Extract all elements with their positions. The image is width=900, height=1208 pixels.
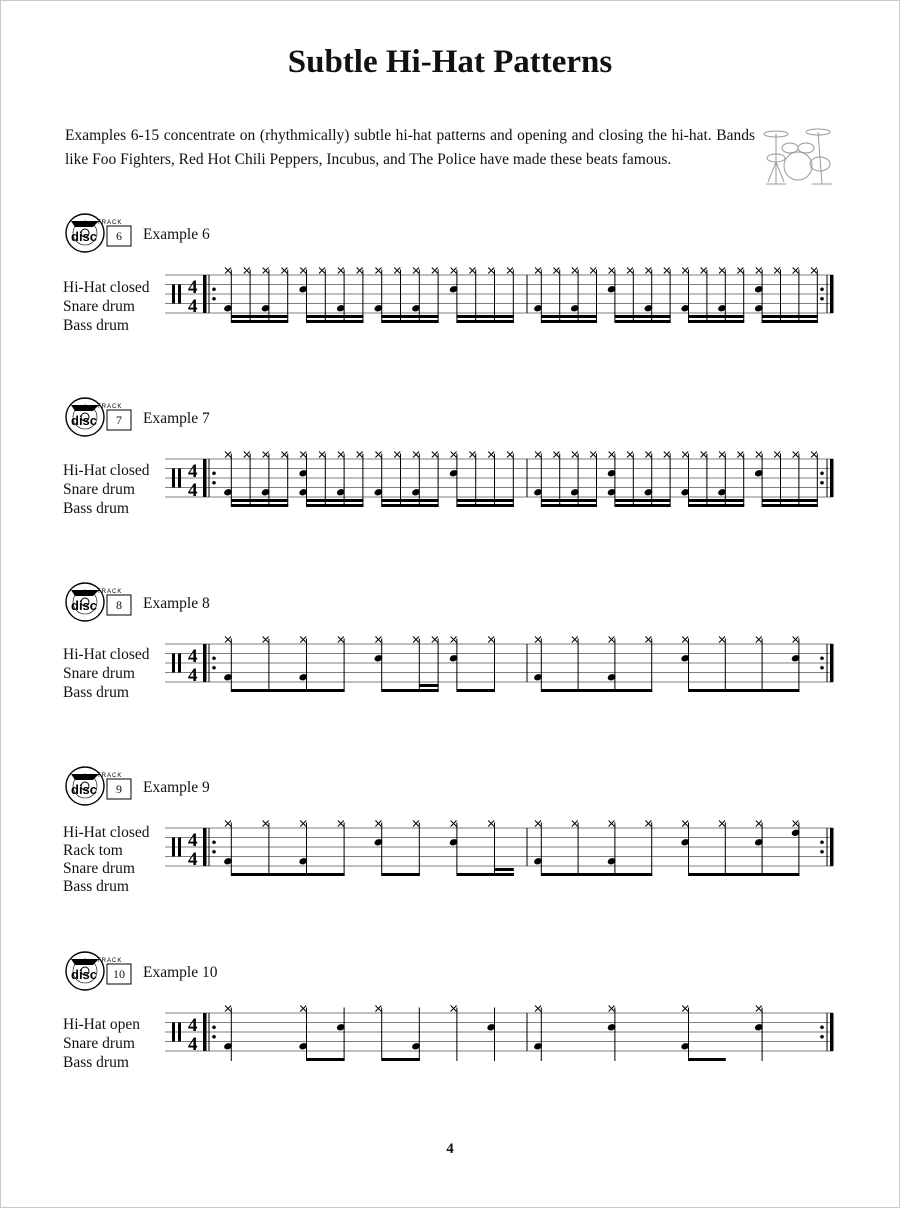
percussion-clef (172, 838, 175, 857)
note-beam (382, 320, 439, 323)
hihat-note (535, 452, 541, 458)
note-beam (231, 320, 288, 323)
repeat-dot (212, 840, 216, 844)
hihat-note (756, 637, 762, 643)
hihat-note (572, 637, 578, 643)
badge-track-text: TRACK (97, 773, 123, 779)
hihat-note (263, 268, 269, 274)
repeat-dot (820, 656, 824, 660)
note-beam (382, 873, 420, 876)
hihat-note (719, 821, 725, 827)
hihat-note (432, 452, 438, 458)
note-beam (382, 499, 439, 502)
example-title: Example 10 (143, 964, 218, 981)
instrument-label: Bass drum (63, 500, 129, 517)
hihat-note (756, 821, 762, 827)
hihat-note (319, 452, 325, 458)
hihat-note (535, 821, 541, 827)
repeat-dot (212, 481, 216, 485)
repeat-dot (212, 1035, 216, 1039)
hihat-note (338, 452, 344, 458)
percussion-clef (172, 469, 175, 488)
hihat-note (609, 268, 615, 274)
note-beam (762, 315, 818, 318)
repeat-barline (203, 644, 207, 682)
hihat-note (627, 452, 633, 458)
hihat-note (394, 452, 400, 458)
hihat-note (432, 637, 438, 643)
time-signature-bottom: 4 (188, 480, 198, 501)
hihat-note (719, 452, 725, 458)
hihat-note (225, 452, 231, 458)
hihat-note (375, 452, 381, 458)
badge-track-text: TRACK (97, 404, 123, 410)
percussion-clef (178, 838, 181, 857)
repeat-dot (212, 297, 216, 301)
track-number: 7 (116, 413, 122, 427)
badge-track-text: TRACK (97, 958, 123, 964)
hihat-note (793, 637, 799, 643)
percussion-clef (178, 469, 181, 488)
drum-kit-icon (762, 124, 834, 186)
time-signature-top: 4 (188, 646, 198, 667)
repeat-dot (820, 297, 824, 301)
hihat-note (225, 821, 231, 827)
time-signature-top: 4 (188, 277, 198, 298)
hihat-note (682, 1006, 688, 1012)
instrument-label: Snare drum (63, 665, 135, 682)
note-beam (615, 499, 671, 502)
repeat-dot (820, 666, 824, 670)
time-signature-top: 4 (188, 1015, 198, 1036)
hihat-note (737, 268, 743, 274)
hihat-note (664, 452, 670, 458)
hihat-note (793, 821, 799, 827)
example-title: Example 6 (143, 226, 210, 243)
hihat-note (737, 452, 743, 458)
hihat-note (535, 1006, 541, 1012)
badge-disc-text: disc (71, 229, 98, 244)
instrument-label: Bass drum (63, 1054, 129, 1071)
intro-paragraph: Examples 6-15 concentrate on (rhythmically) subtle hi-hat patterns and opening and closing the hi-hat. Bands like Foo Fighters, Red Hot Chili Peppers, Incubus, and The Police have made these beats famous. (65, 127, 755, 168)
hihat-note (488, 452, 494, 458)
hihat-note (319, 268, 325, 274)
note-beam (382, 315, 439, 318)
hihat-note (572, 821, 578, 827)
example-8 (0, 582, 900, 722)
repeat-barline (203, 1013, 207, 1051)
hihat-note (774, 268, 780, 274)
hihat-note (338, 637, 344, 643)
repeat-barline (830, 1013, 834, 1051)
note-beam (419, 684, 438, 687)
hihat-note (756, 268, 762, 274)
track-number: 8 (116, 598, 122, 612)
hihat-note (535, 268, 541, 274)
hihat-note (469, 268, 475, 274)
note-beam (541, 504, 597, 507)
repeat-dot (212, 656, 216, 660)
hihat-note (451, 637, 457, 643)
hihat-note (413, 452, 419, 458)
note-beam (689, 689, 800, 692)
repeat-dot (820, 840, 824, 844)
hihat-note (719, 637, 725, 643)
hihat-note (572, 268, 578, 274)
hihat-note (413, 637, 419, 643)
percussion-clef (172, 654, 175, 673)
hihat-note (609, 637, 615, 643)
example-title: Example 7 (143, 410, 210, 427)
example-10 (0, 951, 900, 1091)
hihat-note (357, 452, 363, 458)
time-signature-top: 4 (188, 461, 198, 482)
hihat-note (507, 268, 513, 274)
hihat-note (244, 452, 250, 458)
note-beam (307, 499, 364, 502)
instrument-label: Snare drum (63, 481, 135, 498)
note-beam (541, 320, 597, 323)
repeat-dot (212, 1025, 216, 1029)
instrument-label: Hi-Hat closed (63, 279, 150, 296)
repeat-dot (820, 1025, 824, 1029)
hihat-note (719, 268, 725, 274)
percussion-clef (178, 285, 181, 304)
hihat-note (590, 452, 596, 458)
hihat-note (645, 637, 651, 643)
track-number: 9 (116, 782, 122, 796)
note-beam (457, 315, 514, 318)
hihat-note (357, 268, 363, 274)
track-number: 10 (113, 967, 125, 981)
note-beam (541, 315, 597, 318)
repeat-barline (830, 644, 834, 682)
note-beam (689, 504, 745, 507)
hihat-note (682, 268, 688, 274)
hihat-note (488, 637, 494, 643)
hihat-note (263, 637, 269, 643)
hihat-note (432, 268, 438, 274)
instrument-label: Bass drum (63, 878, 129, 895)
percussion-clef (172, 285, 175, 304)
hihat-note (793, 268, 799, 274)
drum-staff (0, 213, 900, 353)
hihat-note (263, 452, 269, 458)
example-9 (0, 766, 900, 906)
note-beam (541, 689, 652, 692)
hihat-note (451, 1006, 457, 1012)
hihat-note (451, 452, 457, 458)
drum-staff (0, 397, 900, 537)
note-beam (382, 504, 439, 507)
note-beam (689, 1058, 726, 1061)
hihat-note (811, 268, 817, 274)
hihat-note (451, 821, 457, 827)
hihat-note (300, 637, 306, 643)
note-beam (231, 499, 288, 502)
note-beam (689, 320, 745, 323)
page-title: Subtle Hi-Hat Patterns (287, 44, 613, 80)
hihat-note (225, 268, 231, 274)
hihat-note (756, 1006, 762, 1012)
hihat-note (263, 821, 269, 827)
note-beam (762, 499, 818, 502)
repeat-dot (212, 471, 216, 475)
time-signature-bottom: 4 (188, 665, 198, 686)
hihat-note (609, 452, 615, 458)
hihat-note (664, 268, 670, 274)
hihat-note (590, 268, 596, 274)
hihat-note (413, 821, 419, 827)
repeat-barline (830, 828, 834, 866)
hihat-note (645, 821, 651, 827)
note-beam (457, 504, 514, 507)
hihat-note (394, 268, 400, 274)
hihat-note (572, 452, 578, 458)
repeat-dot (212, 666, 216, 670)
note-beam (541, 873, 652, 876)
example-title: Example 8 (143, 595, 210, 612)
time-signature-top: 4 (188, 830, 198, 851)
repeat-barline (830, 459, 834, 497)
instrument-label: Bass drum (63, 684, 129, 701)
hihat-note (338, 268, 344, 274)
drum-staff (0, 951, 900, 1091)
drum-staff (0, 766, 900, 906)
note-beam (762, 504, 818, 507)
note-beam (541, 499, 597, 502)
percussion-clef (172, 1023, 175, 1042)
note-beam (615, 320, 671, 323)
badge-disc-text: disc (71, 598, 98, 613)
badge-track-text: TRACK (97, 589, 123, 595)
badge-track-text: TRACK (97, 220, 123, 226)
time-signature-bottom: 4 (188, 1034, 198, 1055)
repeat-dot (820, 1035, 824, 1039)
page-number: 4 (446, 1141, 454, 1157)
instrument-label: Hi-Hat closed (63, 646, 150, 663)
note-beam (495, 868, 514, 871)
hihat-note (244, 268, 250, 274)
instrument-label: Hi-Hat open (63, 1016, 141, 1033)
note-beam (457, 499, 514, 502)
time-signature-bottom: 4 (188, 296, 198, 317)
hihat-note (300, 452, 306, 458)
repeat-dot (212, 287, 216, 291)
note-beam (307, 504, 364, 507)
note-beam (231, 689, 344, 692)
hihat-note (609, 821, 615, 827)
hihat-note (225, 637, 231, 643)
note-beam (689, 873, 800, 876)
hihat-note (488, 821, 494, 827)
note-beam (307, 315, 364, 318)
note-beam (689, 499, 745, 502)
hihat-note (281, 268, 287, 274)
instrument-label: Snare drum (63, 298, 135, 315)
hihat-note (375, 821, 381, 827)
percussion-clef (178, 654, 181, 673)
hihat-note (645, 452, 651, 458)
repeat-dot (820, 287, 824, 291)
hihat-note (627, 268, 633, 274)
repeat-barline (203, 459, 207, 497)
hihat-note (413, 268, 419, 274)
time-signature-bottom: 4 (188, 849, 198, 870)
instrument-label: Bass drum (63, 317, 129, 334)
note-beam (419, 689, 438, 692)
percussion-clef (178, 1023, 181, 1042)
note-beam (457, 689, 495, 692)
hihat-note (645, 268, 651, 274)
note-beam (689, 315, 745, 318)
note-beam (762, 320, 818, 323)
example-7 (0, 397, 900, 537)
hihat-note (281, 452, 287, 458)
note-beam (231, 315, 288, 318)
hihat-note (535, 637, 541, 643)
repeat-barline (203, 275, 207, 313)
hihat-note (375, 1006, 381, 1012)
hihat-note (451, 268, 457, 274)
hihat-note (375, 637, 381, 643)
hihat-note (488, 268, 494, 274)
drum-staff (0, 582, 900, 722)
repeat-dot (820, 481, 824, 485)
hihat-note (682, 637, 688, 643)
repeat-dot (820, 850, 824, 854)
hihat-note (701, 268, 707, 274)
note-beam (495, 873, 514, 876)
hihat-note (682, 452, 688, 458)
note-beam (457, 320, 514, 323)
hihat-note (793, 452, 799, 458)
hihat-note (609, 1006, 615, 1012)
track-number: 6 (116, 229, 122, 243)
repeat-dot (212, 850, 216, 854)
hihat-note (507, 452, 513, 458)
repeat-barline (830, 275, 834, 313)
hihat-note (469, 452, 475, 458)
note-beam (615, 315, 671, 318)
instrument-label: Snare drum (63, 1035, 135, 1052)
instrument-label: Hi-Hat closed (63, 824, 150, 841)
hihat-note (225, 1006, 231, 1012)
hihat-note (756, 452, 762, 458)
note-beam (382, 1058, 420, 1061)
badge-disc-text: disc (71, 782, 98, 797)
note-beam (307, 320, 364, 323)
badge-disc-text: disc (71, 967, 98, 982)
hihat-note (682, 821, 688, 827)
hihat-note (338, 821, 344, 827)
note-beam (231, 504, 288, 507)
hihat-note (553, 452, 559, 458)
instrument-label: Hi-Hat closed (63, 462, 150, 479)
repeat-dot (820, 471, 824, 475)
note-beam (231, 873, 344, 876)
hihat-note (553, 268, 559, 274)
hihat-note (300, 1006, 306, 1012)
hihat-note (811, 452, 817, 458)
instrument-label: Snare drum (63, 860, 135, 877)
hihat-note (375, 268, 381, 274)
hihat-note (774, 452, 780, 458)
badge-disc-text: disc (71, 413, 98, 428)
example-6 (0, 213, 900, 353)
note-beam (615, 504, 671, 507)
hihat-note (300, 268, 306, 274)
instrument-label: Rack tom (63, 842, 123, 859)
example-title: Example 9 (143, 779, 210, 796)
note-beam (307, 1058, 345, 1061)
hihat-note (701, 452, 707, 458)
hihat-note (300, 821, 306, 827)
repeat-barline (203, 828, 207, 866)
